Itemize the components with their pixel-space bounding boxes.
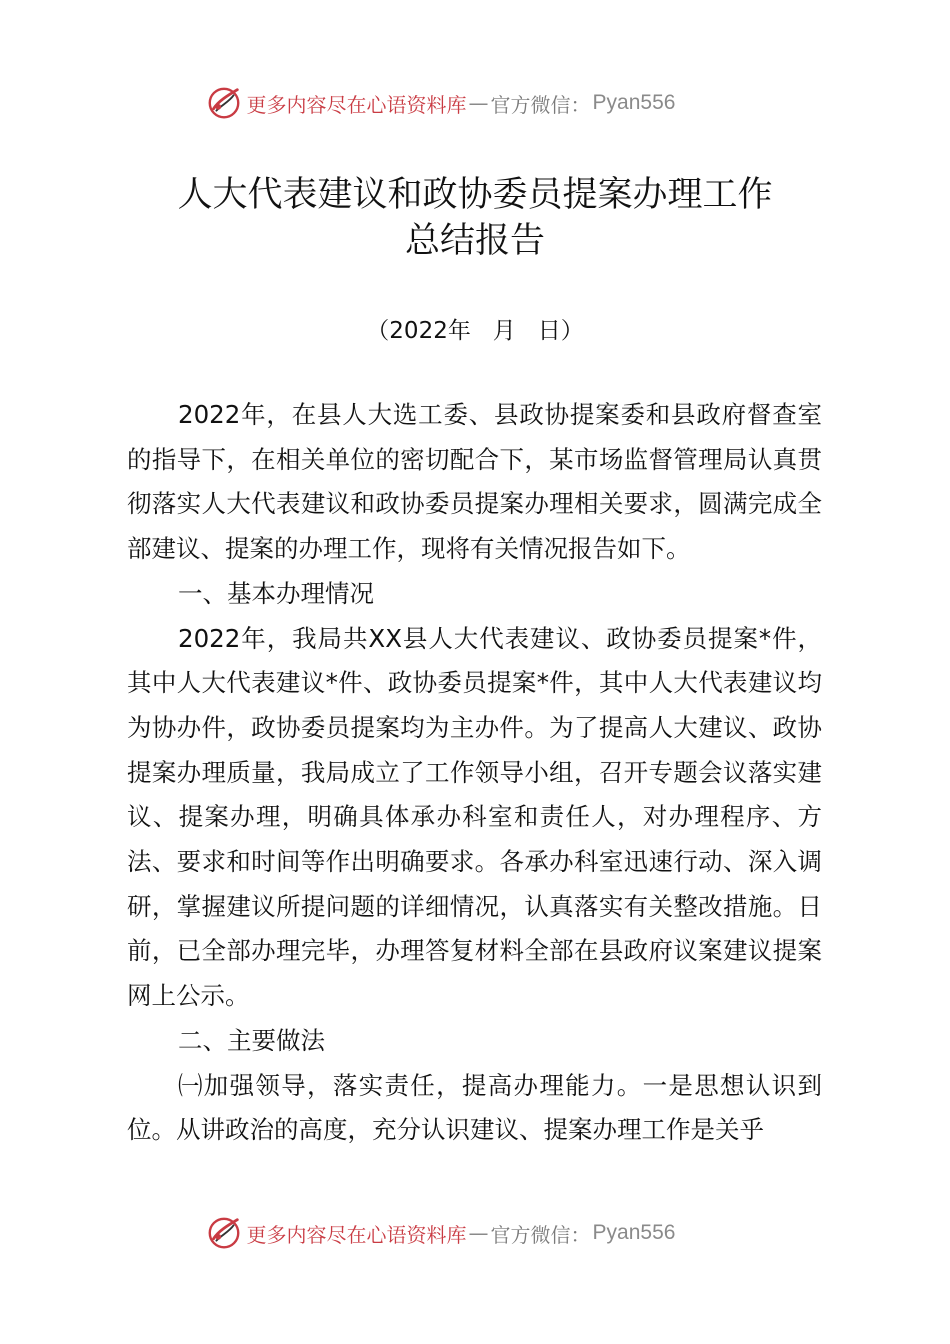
watermark-brand: 更多内容尽在心语资料库: [246, 92, 467, 117]
watermark-brand: 更多内容尽在心语资料库: [246, 1222, 467, 1247]
watermark-official-label: 官方微信：: [490, 92, 591, 117]
quill-scroll-logo-icon: [205, 1214, 243, 1252]
quill-scroll-logo-icon: [205, 84, 243, 122]
document-date: （2022年 月 日）: [366, 318, 584, 344]
watermark-dash: —: [468, 91, 489, 115]
watermark-footer: [0, 1210, 950, 1256]
document-body: [127, 393, 822, 1153]
document-title-line-2: 总结报告: [404, 221, 545, 261]
watermark-official-label: 官方微信：: [490, 1222, 591, 1247]
paragraph-basic-situation: 2022年，我局共XX县人大代表建议、政协委员提案*件，其中人大代表建议*件、政协委员提案*件，其中人大代表建议均为协办件，政协委员提案均为主办件。为了提高人大建议、政协提案办理质量，我局成立了工作领导小组，召开专题会议落实建议、提案办理，明确具体承办科室和责任人，对办理程序、方法、要求和时间等作出明确要求。各承办科室迅速行动、深入调研，掌握建议所提问题的详细情况，认真落实有关整改措施。日前，已全部办理完毕，办理答复材料全部在县政府议案建议提案网上公示。: [127, 623, 822, 1011]
watermark-dash: —: [468, 1221, 489, 1245]
document-title-line-1: 人大代表建议和政协委员提案办理工作: [177, 175, 773, 215]
section-heading-1: 一、基本办理情况: [178, 578, 374, 608]
watermark-account: Pyan556: [592, 1221, 676, 1244]
section-heading-2: 二、主要做法: [178, 1025, 325, 1055]
watermark-header: [0, 80, 950, 126]
paragraph-main-practice-1: ㈠加强领导，落实责任，提高办理能力。一是思想认识到位。从讲政治的高度，充分认识建议、提案办理工作是关乎: [127, 1070, 822, 1145]
watermark-account: Pyan556: [592, 91, 676, 114]
paragraph-intro: 2022年，在县人大选工委、县政协提案委和县政府督查室的指导下，在相关单位的密切配合下，某市场监督管理局认真贯彻落实人大代表建议和政协委员提案办理相关要求，圆满完成全部建议、提案的办理工作，现将有关情况报告如下。: [127, 400, 822, 564]
